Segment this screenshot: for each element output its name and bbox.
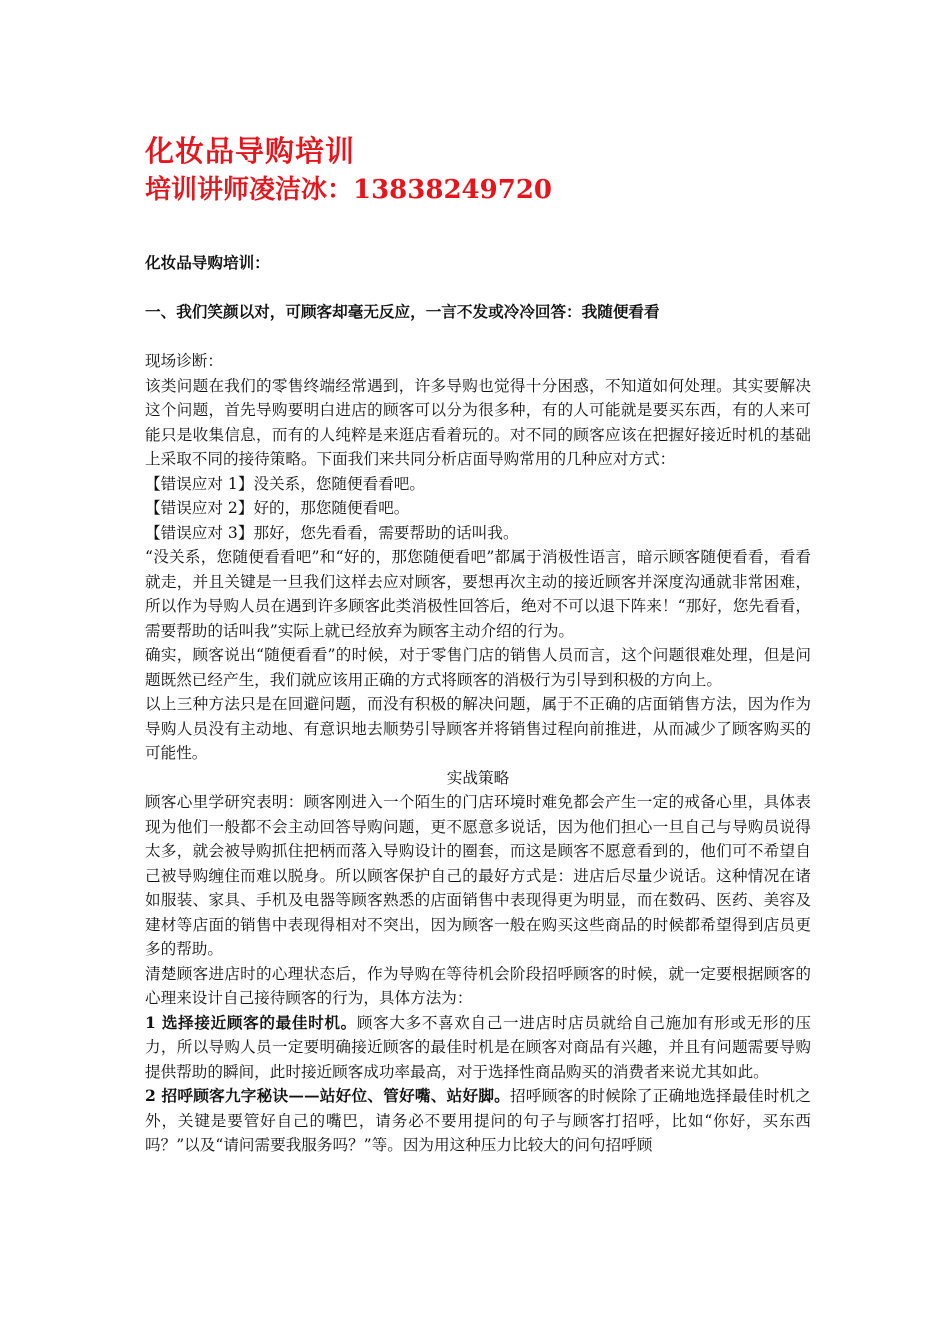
question-heading: 一、我们笑颜以对，可顾客却毫无反应，一言不发或冷冷回答：我随便看看 xyxy=(145,302,660,321)
section-subheading: 化妆品导购培训： xyxy=(145,253,270,272)
paragraph-intro: 该类问题在我们的零售终端经常遇到，许多导购也觉得十分困惑，不知道如何处理。其实要解决这个问题，首先导购要明白进店的顾客可以分为很多种，有的人可能就是要买东西，有的人来可能只是收集信息，而有的人纯粹是来逛店看着玩的。对不同的顾客应该在把握好接近时机的基础上采取不同的接待策略。下面我们来共同分析店面导购常用的几种应对方式： xyxy=(145,376,811,468)
document-body xyxy=(145,349,811,1158)
wrong-response-3: 【错误应对 3】那好，您先看看，需要帮助的话叫我。 xyxy=(145,523,519,542)
point-2 xyxy=(145,1084,811,1158)
strategy-heading: 实战策略 xyxy=(446,768,510,787)
wrong-response-1: 【错误应对 1】没关系，您随便看看吧。 xyxy=(145,474,425,493)
paragraph-indeed: 确实，顾客说出“随便看看”的时候，对于零售门店的销售人员而言，这个问题很难处理，但是问题既然已经产生，我们就应该用正确的方式将顾客的消极行为引导到积极的方向上。 xyxy=(145,646,811,689)
document-title: 化妆品导购培训 xyxy=(145,134,356,168)
paragraph-negative-language: “没关系，您随便看看吧”和“好的，那您随便看吧”都属于消极性语言，暗示顾客随便看看，看看就走，并且关键是一旦我们这样去应对顾客，要想再次主动的接近顾客并深度沟通就非常困难，所以作为导购人员在遇到许多顾客此类消极性回答后，绝对不可以退下阵来！“那好，您先看看，需要帮助的话叫我”实际上就已经放弃为顾客主动介绍的行为。 xyxy=(145,548,811,640)
point-2-title: 2 招呼顾客九字秘诀——站好位、管好嘴、站好脚。 xyxy=(145,1086,511,1105)
point-1-title: 1 选择接近顾客的最佳时机。 xyxy=(145,1012,357,1032)
point-1 xyxy=(145,1011,811,1085)
paragraph-clear-state: 清楚顾客进店时的心理状态后，作为导购在等待机会阶段招呼顾客的时候，就一定要根据顾客的心理来设计自己接待顾客的行为，具体方法为： xyxy=(145,964,811,1007)
paragraph-above-methods: 以上三种方法只是在回避问题，而没有积极的解决问题，属于不正确的店面销售方法，因为作为导购人员没有主动地、有意识地去顺势引导顾客并将销售过程向前推进，从而减少了顾客购买的可能性。 xyxy=(145,695,811,762)
paragraph-psychology: 顾客心里学研究表明：顾客刚进入一个陌生的门店环境时难免都会产生一定的戒备心里，具体表现为他们一般都不会主动回答导购问题，更不愿意多说话，因为他们担心一旦自己与导购员说得太多，就会被导购抓住把柄而落入导购设计的圈套，而这是顾客不愿意看到的，他们可不希望自己被导购缠住而难以脱身。所以顾客保护自己的最好方式是：进店后尽量少说话。这种情况在诸如服装、家具、手机及电器等顾客熟悉的店面销售中表现得更为明显，而在数码、医药、美容及建材等店面的销售中表现得相对不突出，因为顾客一般在购买这些商品的时候都希望得到店员更多的帮助。 xyxy=(145,793,811,958)
point-2-body: 招呼顾客的时候除了正确地选择最佳时机之外，关键是要管好自己的嘴巴，请务必不要用提问的句子与顾客打招呼，比如“你好，买东西吗？”以及“请问需要我服务吗？”等。因为用这种压力比较大的问句招呼顾 xyxy=(145,1087,811,1154)
wrong-response-2: 【错误应对 2】好的，那您随便看吧。 xyxy=(145,499,410,517)
point-1-body: 顾客大多不喜欢自己一进店时店员就给自己施加有形或无形的压力，所以导购人员一定要明确接近顾客的最佳时机是在顾客对商品有兴趣，并且有问题需要导购提供帮助的瞬间，此时接近顾客成功率最高，对于选择性商品购买的消费者来说尤其如此。 xyxy=(145,1013,811,1081)
trainer-line: 培训讲师凌洁冰：13838249720 xyxy=(145,175,552,205)
diagnosis-label: 现场诊断： xyxy=(145,352,223,370)
